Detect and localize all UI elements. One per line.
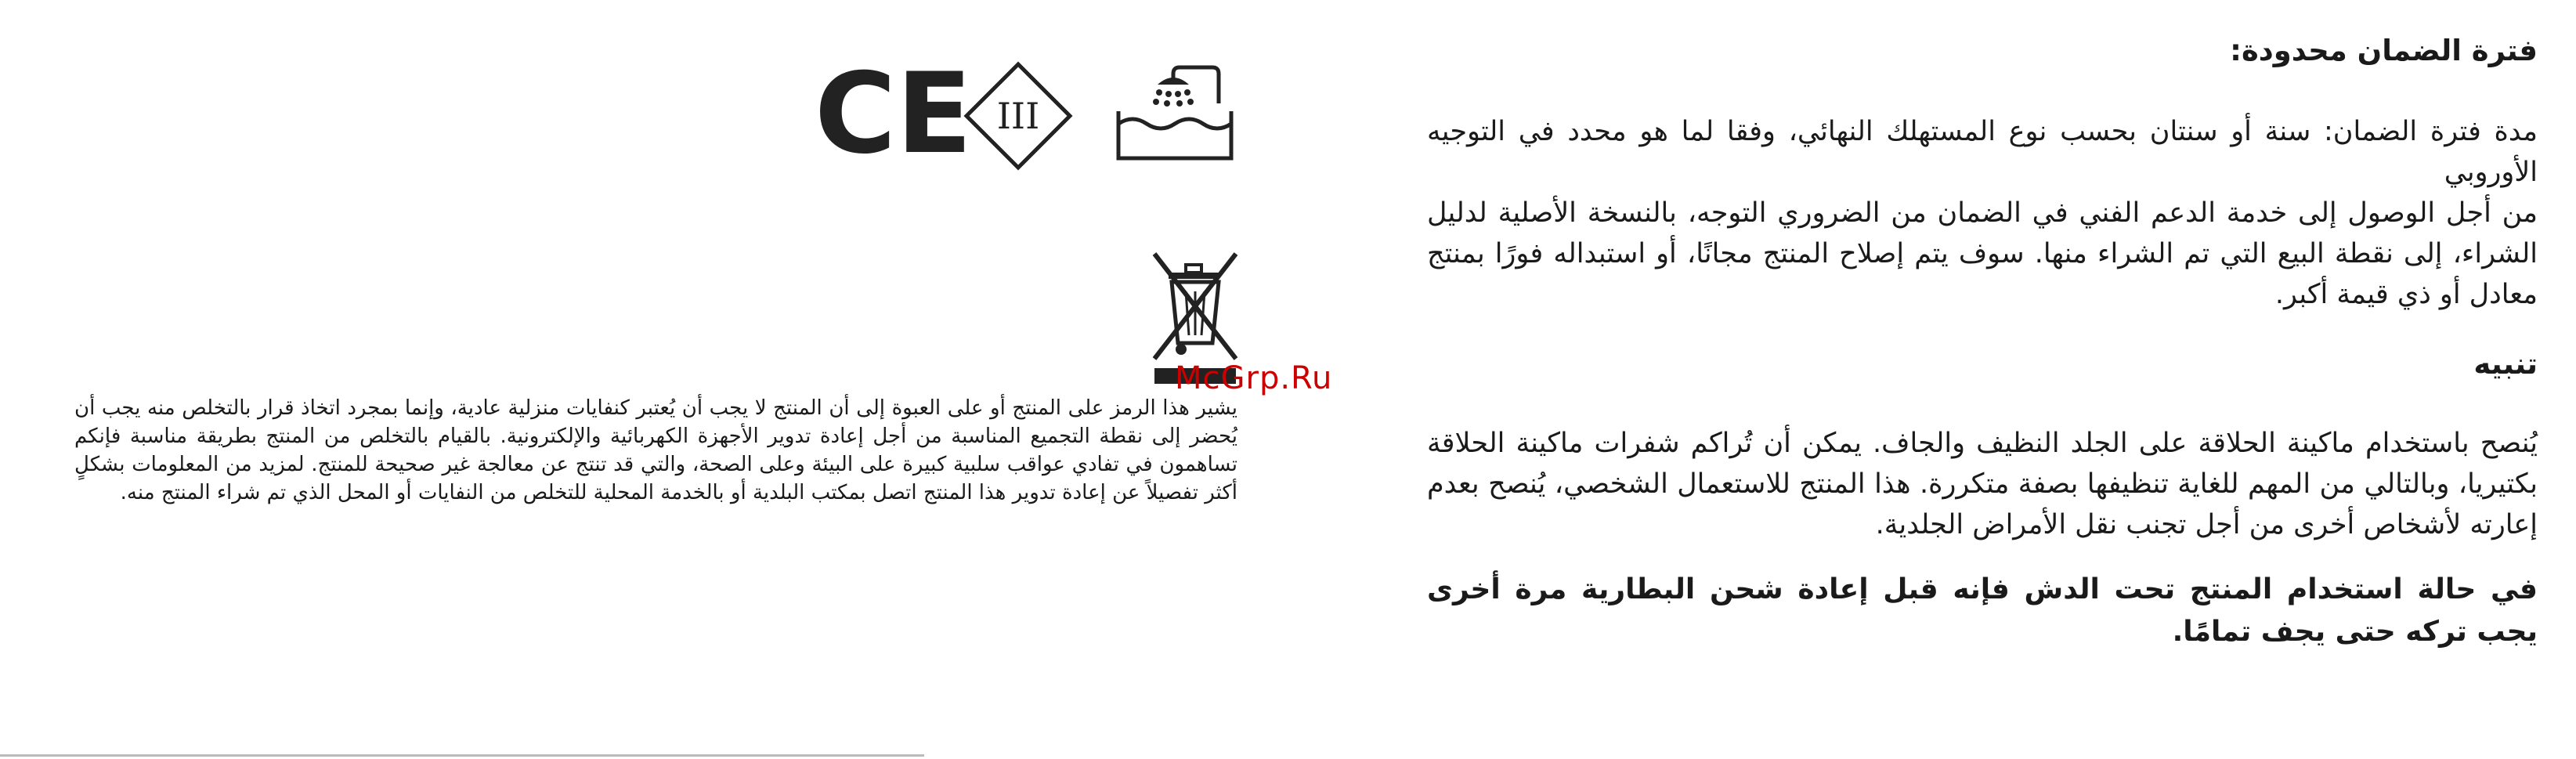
watermark: McGrp.Ru bbox=[1175, 360, 1333, 396]
caution-text: يُنصح باستخدام ماكينة الحلاقة على الجلد النظيف والجاف. يمكن أن تُراكم شفرات ماكينة الحلاقة بكتيريا، وبالتالي من المهم للغاية تنظيفها بصفة متكررة. هذا المنتج للاستعمال الشخصي، يُنصح بعدم إعارته لأشخاص أخرى من أجل تجنب نقل الأمراض الجلدية. bbox=[1427, 428, 2538, 540]
recycling-text: يشير هذا الرمز على المنتج أو على العبوة إلى أن المنتج لا يجب أن يُعتبر كنفايات منزلية عادية، وإنما بمجرد اتخاذ قرار بالتخلص منه يجب أن يُحضر إلى نقطة التجميع المناسبة من أجل إعادة تدوير الأجهزة الكهربائية والإلكترونية. بالقيام بالتخلص من المنتج بطريقة مناسبة فإنكم تساهمون في تفادي عواقب سلبية كبيرة على البيئة وعلى الصحة، والتي قد تنتج عن معالجة غير صحيحة للمنتج. لمزيد من المعلومات بشكلٍ أكثر تفصيلاً عن إعادة تدوير هذا المنتج اتصل بمكتب البلدية أو بالخدمة المحلية للتخلص من النفايات أو المحل الذي تم شراء المنتج منه. bbox=[74, 396, 1237, 504]
warranty-period-text: مدة فترة الضمان: سنة أو سنتان بحسب نوع المستهلك النهائي، وفقا لما هو محدد في التوجيه الأوروبي bbox=[1427, 116, 2538, 188]
ce-mark-icon bbox=[815, 49, 973, 179]
warranty-heading: فترة الضمان محدودة: bbox=[2230, 34, 2538, 67]
shower-drying-note: في حالة استخدام المنتج تحت الدش فإنه قبل إعادة شحن البطارية مرة أخرى يجب تركه حتى يجف تمامًا. bbox=[1427, 573, 2538, 648]
warranty-service-text: من أجل الوصول إلى خدمة الدعم الفني في الضمان من الضروري التوجه، بالنسخة الأصلية لدليل الشراء، إلى نقطة البيع التي تم الشراء منها. سوف يتم إصلاح المنتج مجانًا، أو استبداله فورًا بمنتج معادل أو ذي قيمة أكبر. bbox=[1427, 197, 2538, 310]
recycling-text-block bbox=[74, 394, 1237, 507]
shower-bath-icon bbox=[1112, 56, 1237, 166]
class-iii-label: III bbox=[996, 95, 1040, 137]
bottom-rule bbox=[0, 754, 924, 757]
main-text-column bbox=[1427, 31, 2538, 653]
caution-heading: تنبيه bbox=[2473, 347, 2538, 381]
class-iii-icon bbox=[963, 61, 1073, 171]
ce-mark-text: CE bbox=[815, 49, 973, 179]
